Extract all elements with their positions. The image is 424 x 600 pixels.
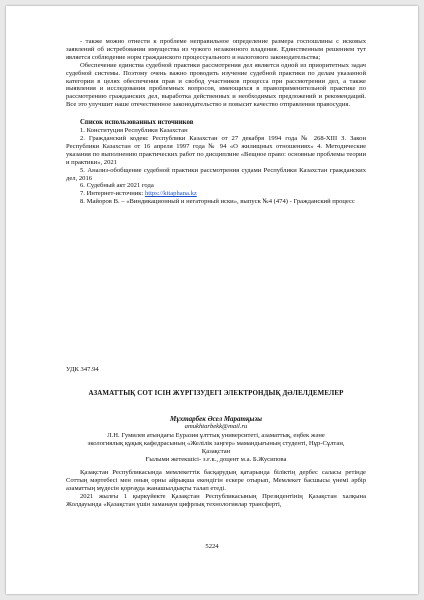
paragraph: - также можно отнести к проблеме неправильное определение размера госпошлины с исковых заявлений об истребовании имущества из чужого незаконного владения. Единственным решением тут является соблюдение норм гражданского процессуального и налогового законодательства; bbox=[66, 38, 366, 61]
reference-item: 1. Конституция Республики Казахстан bbox=[80, 127, 188, 135]
author-email: amukhtarbekk@mail.ru bbox=[184, 423, 248, 430]
udk-code: УДК 347.94 bbox=[66, 366, 99, 373]
article-title: АЗАМАТТЫҚ СОТ ІСІН ЖҮРГІЗУДЕГІ ЭЛЕКТРОНДЫҚ ДӘЛЕЛДЕМЕЛЕР bbox=[88, 389, 344, 397]
paragraph: Қазақстан Республикасында мемлекеттік басқарудың қатарында біліктің дербес саласы ретінде Соттың мәртебесі мен оның орны айрықша екендігін ескере отырып, Мемлекет басшысы үнемі әрбір азаматтың мүдесін қорғауда жанашылдықты талап етеді. bbox=[66, 469, 366, 492]
reference-item-internet bbox=[66, 190, 366, 198]
references-title: Список использованных источников bbox=[80, 119, 194, 127]
paragraph: 2021 жылғы 1 қыркүйекте Қазақстан Республикасының Президентінің Қазақстан халқына Жолдауында «Қазақстан үшін заманауи цифрлық технологиялар трансферті, bbox=[66, 492, 366, 508]
document-page bbox=[6, 6, 418, 594]
reference-item: 5. Анализ-обобщение судебной практики рассмотрения судами Республики Казахстан гражданских дел, 2016 bbox=[66, 166, 366, 182]
reference-item: 2. Гражданский кодекс Республики Казахстан от 27 декабря 1994 года № 268-XIII З. Закон Республики Казахстан от 16 апреля 1997 года № 94 «О жилищных отношениях» 4. Методические указания по выполнению практических работ по дисциплине «Вещное право: основные проблемы теории и практики», 2021 bbox=[66, 134, 366, 166]
affiliation-line: Л.Н. Гумилев атындағы Еуразия ұлттық университеті, азаматтық, еңбек және bbox=[107, 432, 325, 439]
internet-prefix: 7. Интернет-источник: bbox=[80, 190, 145, 198]
reference-item: 8. Майоров В. – «Виндикационный и негаторный иски», выпуск №4 (474) - Гражданский процесс bbox=[80, 198, 355, 206]
reference-item: 6. Судебный акт 2021 года bbox=[80, 182, 154, 190]
affiliation-line: Ғылыми жетекшісі- з.ғ.к., доцент м.а. Б.Жусипова bbox=[145, 456, 287, 463]
affiliation bbox=[66, 432, 366, 464]
affiliation-line: экологиялық құқық кафедрасының «Желілік заңгер» мамандығының студенті, Нұр-Сұлтан, bbox=[87, 440, 345, 447]
main-text bbox=[66, 38, 366, 206]
article-body bbox=[66, 469, 366, 509]
internet-link[interactable]: https://kitaphana.kz bbox=[144, 190, 197, 198]
page-number: 5224 bbox=[205, 543, 219, 550]
paragraph: Обеспечение единства судебной практики рассмотрения дел является одной из приоритетных задач судебной системы. Поэтому очень важно проводить изучение судебной практики по делам указанной категории в целях обеспечения прав и свобод участников процесса при рассмотрении дел, а также выявления и исследования проблемных вопросов, имеющихся в правоприменительной практике по рассмотрению гражданских дел, выработка действенных и необходимых предложений и рекомендаций. Все это улучшит наше отечественное законодательство и повысит качество отправления правосудия. bbox=[66, 61, 366, 109]
author-name: Мұхтарбек Әсел Маратқызы bbox=[170, 415, 262, 423]
affiliation-line: Қазақстан bbox=[201, 448, 231, 455]
